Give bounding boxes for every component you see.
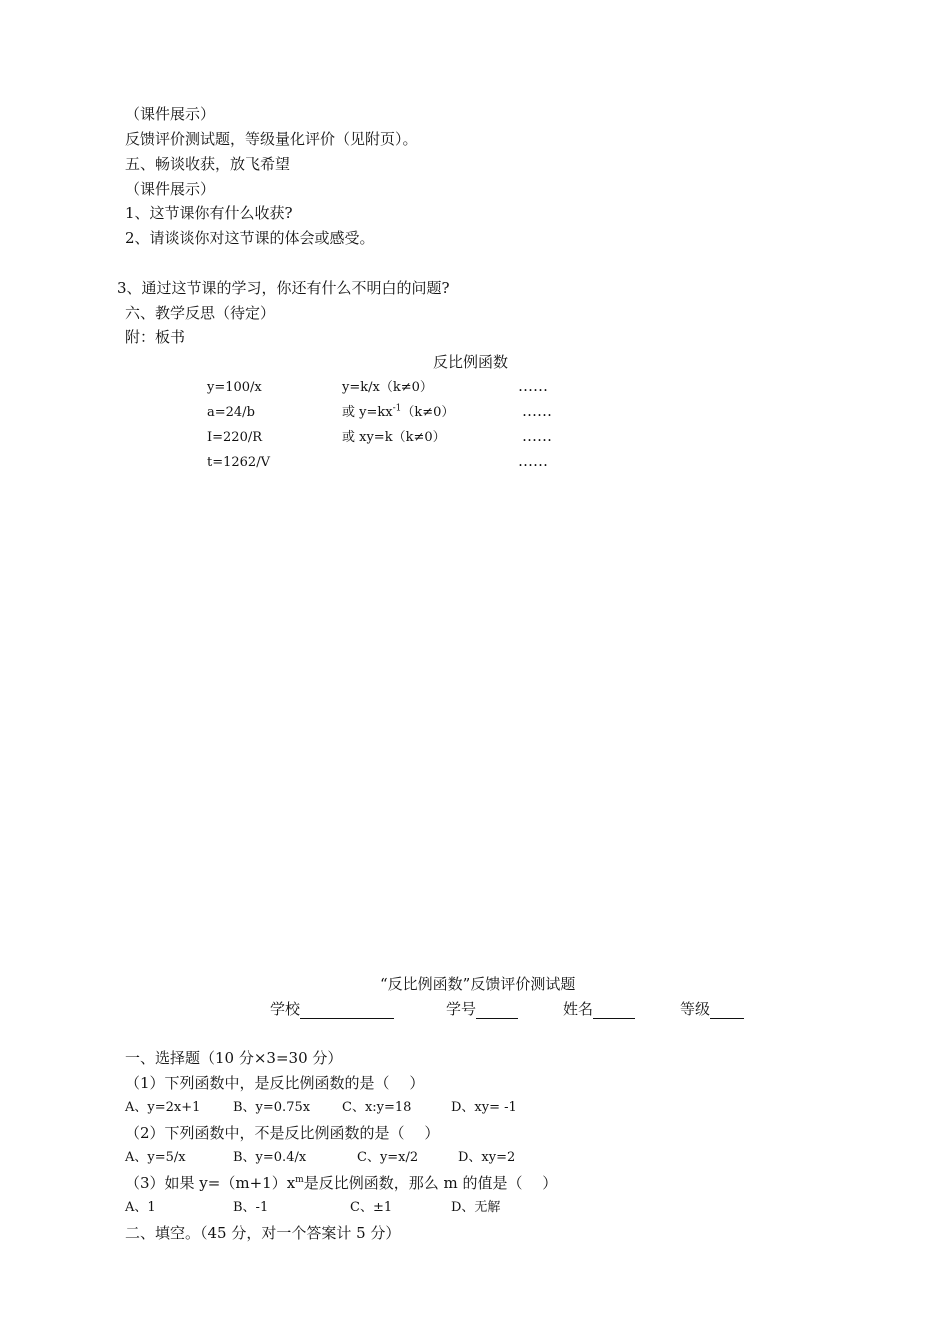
- board-example-3: I=220/R: [207, 430, 263, 445]
- q3-option-d: D、无解: [451, 1200, 501, 1215]
- blank-grade[interactable]: [710, 1002, 744, 1019]
- board-ellipsis-1: ……: [518, 377, 548, 395]
- heading-section-5: 五、畅谈收获，放飞希望: [125, 155, 291, 173]
- test-q3: （3）如果 $y=(m+1)x^m$是反比例函数，那么 m 的值是（ ）: [125, 1174, 558, 1192]
- text-question-2: 2、请谈谈你对这节课的体会或感受。: [125, 229, 375, 247]
- blank-school[interactable]: [300, 1002, 394, 1019]
- field-name: 姓名: [563, 999, 635, 1019]
- test-section-2: 二、填空。（45 分，对一个答案计 5 分）: [125, 1224, 401, 1242]
- text-question-3: 3、通过这节课的学习，你还有什么不明白的问题?: [117, 279, 450, 297]
- test-title: “反比例函数”反馈评价测试题: [380, 975, 576, 993]
- test-q2: （2）下列函数中，不是反比例函数的是（ ）: [125, 1124, 440, 1142]
- board-ellipsis-4: ……: [518, 452, 548, 470]
- board-ellipsis-2: ……: [522, 402, 552, 420]
- text-courseware-display-2: （课件展示）: [125, 180, 216, 198]
- board-title: 反比例函数: [433, 353, 509, 371]
- q2-option-a: A、y=5/x: [125, 1150, 186, 1165]
- q2-option-d: D、xy=2: [458, 1150, 516, 1165]
- text-courseware-display-1: （课件展示）: [125, 105, 216, 123]
- q1-option-a: A、y=2x+1: [125, 1100, 201, 1115]
- field-number: 学号: [446, 999, 518, 1019]
- q1-option-c: C、x:y=18: [342, 1100, 412, 1115]
- q1-option-b: B、y=0.75x: [233, 1100, 311, 1115]
- board-ellipsis-3: ……: [522, 427, 552, 445]
- board-example-1: y=100/x: [207, 380, 262, 395]
- test-q1: （1）下列函数中，是反比例函数的是（ ）: [125, 1074, 425, 1092]
- text-question-1: 1、这节课你有什么收获?: [125, 204, 293, 222]
- text-feedback-test: 反馈评价测试题，等级量化评价（见附页）。: [125, 130, 418, 148]
- q3-option-b: B、-1: [233, 1200, 269, 1215]
- q3-option-a: A、1: [125, 1200, 156, 1215]
- blank-name[interactable]: [593, 1002, 635, 1019]
- field-grade: 等级: [680, 999, 744, 1019]
- test-section-1: 一、选择题（10 分×3=30 分）: [125, 1049, 343, 1067]
- q3-option-c: C、±1: [350, 1200, 393, 1215]
- q2-option-b: B、y=0.4/x: [233, 1150, 307, 1165]
- board-form-3: 或 xy=k（k≠0）: [342, 430, 446, 445]
- board-form-2: 或 $y=kx^{-1}(k\ne 0)$: [342, 403, 455, 420]
- q2-option-c: C、y=x/2: [357, 1150, 419, 1165]
- board-example-4: t=1262/V: [207, 455, 270, 470]
- blank-number[interactable]: [476, 1002, 518, 1019]
- q1-option-d: D、xy= -1: [451, 1100, 517, 1115]
- field-school: 学校: [270, 999, 394, 1019]
- board-form-1: y=k/x（k≠0）: [342, 380, 433, 395]
- heading-section-6: 六、教学反思（待定）: [125, 304, 276, 322]
- text-board-attachment: 附：板书: [125, 328, 186, 346]
- board-example-2: a=24/b: [207, 405, 255, 420]
